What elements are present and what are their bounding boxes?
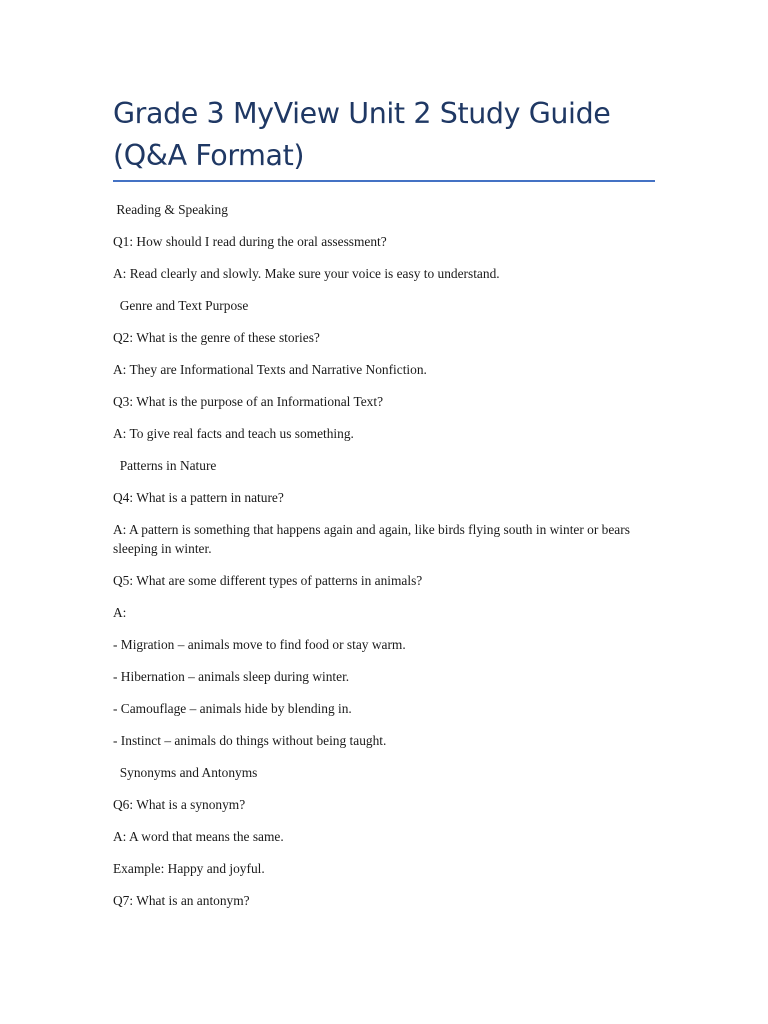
section-heading-reading-speaking: Reading & Speaking <box>113 202 228 217</box>
answer-6-example: Example: Happy and joyful. <box>113 861 265 876</box>
answer-2: A: They are Informational Texts and Narrative Nonfiction. <box>113 362 427 377</box>
question-7: Q7: What is an antonym? <box>113 893 250 908</box>
question-5: Q5: What are some different types of patterns in animals? <box>113 573 423 588</box>
question-2: Q2: What is the genre of these stories? <box>113 330 320 345</box>
section-heading-patterns-in-nature: Patterns in Nature <box>113 458 217 473</box>
section-heading-genre-text-purpose: Genre and Text Purpose <box>113 298 249 313</box>
answer-3: A: To give real facts and teach us something. <box>113 426 354 441</box>
question-3: Q3: What is the purpose of an Informational Text? <box>113 394 384 409</box>
document-title: Grade 3 MyView Unit 2 Study Guide (Q&A Format) <box>113 97 611 172</box>
answer-6: A: A word that means the same. <box>113 829 284 844</box>
answer-5-item-hibernation: - Hibernation – animals sleep during winter. <box>113 669 350 684</box>
question-1: Q1: How should I read during the oral assessment? <box>113 234 387 249</box>
answer-5-item-migration: - Migration – animals move to find food or stay warm. <box>113 637 406 652</box>
title-underline-rule <box>113 180 655 182</box>
answer-1: A: Read clearly and slowly. Make sure your voice is easy to understand. <box>113 266 500 281</box>
answer-4: A: A pattern is something that happens again and again, like birds flying south in winter or bears sleeping in winter. <box>113 522 634 556</box>
question-6: Q6: What is a synonym? <box>113 797 246 812</box>
answer-5-item-instinct: - Instinct – animals do things without being taught. <box>113 733 387 748</box>
question-4: Q4: What is a pattern in nature? <box>113 490 284 505</box>
answer-5-label: A: <box>113 605 127 620</box>
section-heading-synonyms-antonyms: Synonyms and Antonyms <box>113 765 258 780</box>
answer-5-item-camouflage: - Camouflage – animals hide by blending in. <box>113 701 352 716</box>
document-body <box>113 200 655 923</box>
